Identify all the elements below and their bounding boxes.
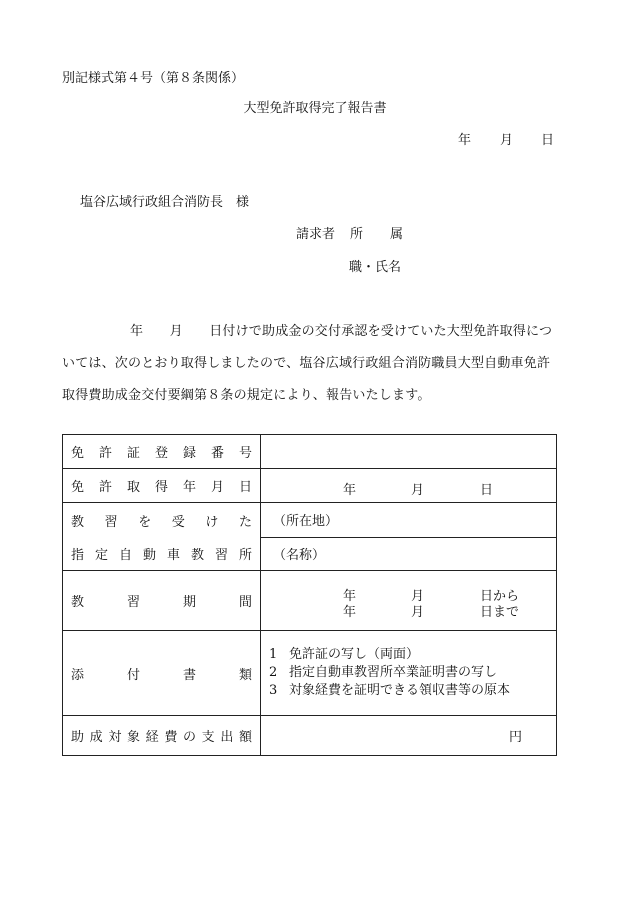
value-school-location[interactable] [261,503,557,538]
row-school-name [63,537,557,571]
label-license-number: 免許証登録番号 [63,435,261,469]
requester-affiliation-2: 属 [390,227,404,242]
label-expense: 助成対象経費の支出額 [63,716,261,756]
form-label: 別記様式第４号（第８条関係） [62,71,245,86]
attachment-item: 2 指定自動車教習所卒業証明書の写し [269,665,498,680]
row-period [63,571,557,631]
requester-name-label: 職・氏名 [349,260,402,275]
value-license-number[interactable] [261,435,557,469]
row-acquired-date [63,469,557,503]
value-acquired-date[interactable] [261,469,557,503]
row-school-location [63,503,557,538]
row-expense [63,716,557,756]
date-year: 年 [458,133,472,148]
document-title: 大型免許取得完了報告書 [243,101,387,116]
value-school-name[interactable] [261,537,557,571]
value-expense[interactable] [261,716,557,756]
period-start-year: 年 [343,588,357,604]
school-name-label: （名称） [273,548,326,564]
acquired-month: 月 [411,483,425,498]
value-attachments [261,631,557,716]
label-acquired-date: 免許取得年月日 [63,469,261,503]
body-paragraph: 年 月 日付けで助成金の交付承認を受けていた大型免許取得については、次のとおり取得しましたので、塩谷広域行政組合消防職員大型自動車免許取得費助成金交付要綱第８条の規定により、報告いたします。 [62,324,553,403]
label-school-1: 教習を受けた [63,503,261,538]
attachment-item: 3 対象経費を証明できる領収書等の原本 [269,683,511,698]
attachment-item: 1 免許証の写し（両面） [269,647,420,662]
acquired-year: 年 [343,483,357,498]
date-month: 月 [500,133,514,148]
label-attachments: 添付書類 [63,631,261,716]
period-start-month: 月 [411,588,425,604]
period-end-month: 月 [411,604,425,620]
requester-label: 請求者 [296,227,336,242]
value-period[interactable] [261,571,557,631]
period-end-year: 年 [343,604,357,620]
acquired-day: 日 [480,483,494,498]
school-location-label: （所在地） [273,514,339,530]
period-end-day: 日まで [480,604,520,620]
report-table [62,434,557,756]
row-license-number [63,435,557,469]
addressee: 塩谷広域行政組合消防長 様 [80,195,250,210]
label-period: 教習期間 [63,571,261,631]
label-school-2: 指定自動車教習所 [63,537,261,571]
date-day: 日 [541,133,555,148]
row-attachments [63,631,557,716]
period-start-day: 日から [480,588,520,604]
requester-affiliation-1: 所 [350,227,364,242]
expense-unit: 円 [508,730,522,745]
